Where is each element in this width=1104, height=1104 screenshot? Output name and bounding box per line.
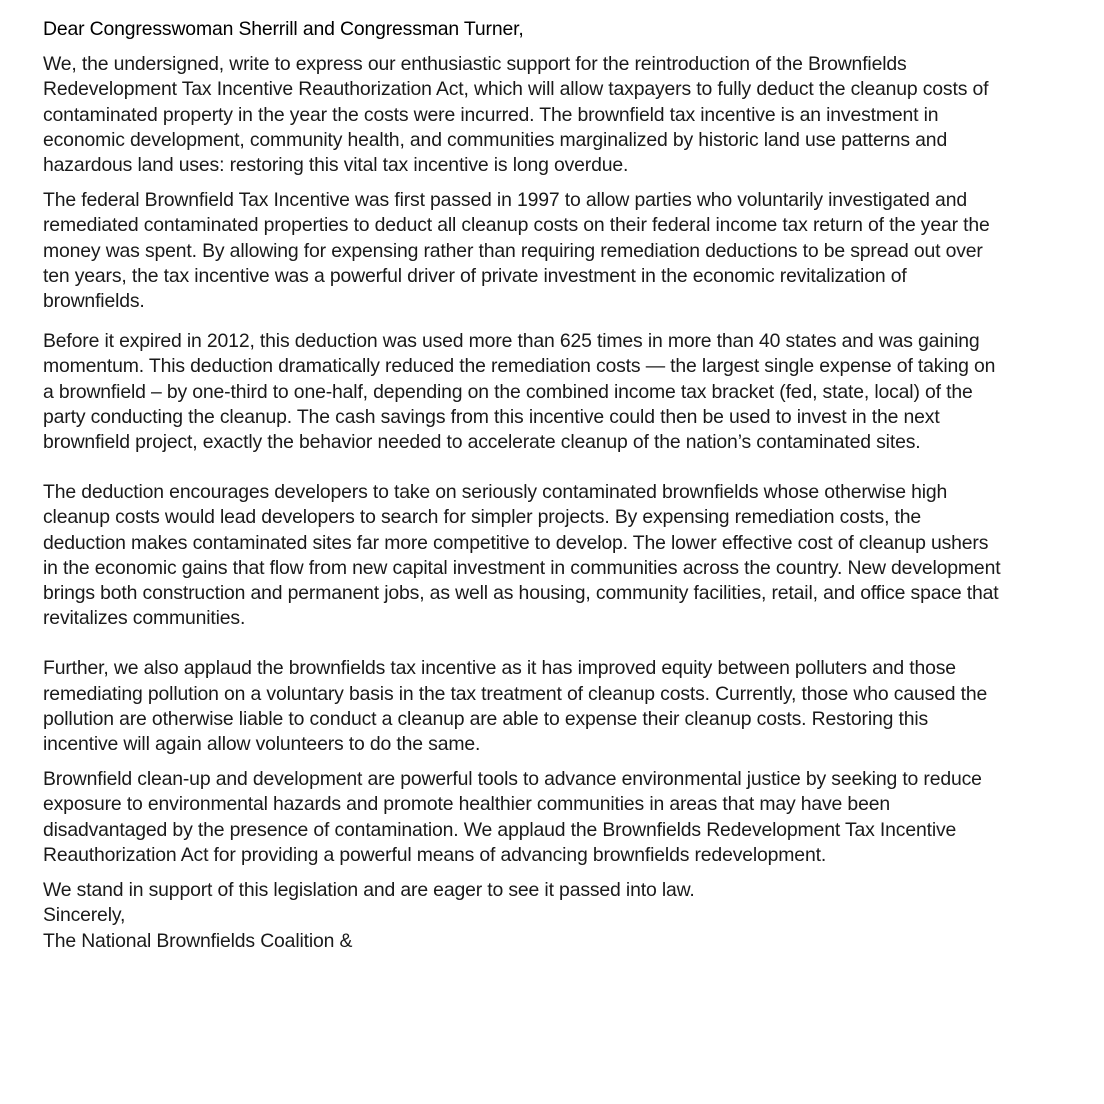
paragraph-environmental-justice: Brownfield clean-up and development are powerful tools to advance environmental justice by seeking to reduce exposure to environmental hazards and promote healthier communities in areas that may have been disadvantaged by the presence of contamination. We applaud the Brownfields Redevelopment Tax Incentive Reauthorization Act for providing a powerful means of advancing brownfields redevelopment. <box>43 768 982 866</box>
closing: Sincerely, <box>43 904 126 927</box>
letter-body <box>43 17 1003 954</box>
paragraph-history: The federal Brownfield Tax Incentive was first passed in 1997 to allow parties who voluntarily investigated and remediated contaminated properties to deduct all cleanup costs on their federal income tax return of the year the money was spent. By allowing for expensing rather than requiring remediation deductions to be spread out over ten years, the tax incentive was a powerful driver of private investment in the economic revitalization of brownfields. <box>43 189 990 313</box>
paragraph-equity: Further, we also applaud the brownfields tax incentive as it has improved equity between polluters and those remediating pollution on a voluntary basis in the tax treatment of cleanup costs. Currently, those who caused the pollution are otherwise liable to conduct a cleanup are able to expense their cleanup costs. Restoring this incentive will again allow volunteers to do the same. <box>43 657 988 756</box>
paragraph-stand-support: We stand in support of this legislation and are eager to see it passed into law. <box>43 879 695 902</box>
paragraph-usage: Before it expired in 2012, this deduction was used more than 625 times in more than 40 states and was gaining momentum. This deduction dramatically reduced the remediation costs — the largest single expense of taking on a brownfield – by one-third to one-half, depending on the combined income tax bracket (fed, state, local) of the party conducting the cleanup. The cash savings from this incentive could then be used to invest in the next brownfield project, exactly the behavior needed to accelerate cleanup of the nation’s contaminated sites. <box>43 330 996 454</box>
signatory: The National Brownfields Coalition & <box>43 929 353 952</box>
salutation: Dear Congresswoman Sherrill and Congressman Turner, <box>43 18 524 40</box>
paragraph-support: We, the undersigned, write to express our enthusiastic support for the reintroduction of the Brownfields Redevelopment Tax Incentive Reauthorization Act, which will allow taxpayers to fully deduct the cleanup costs of contaminated property in the year the costs were incurred. The brownfield tax incentive is an investment in economic development, community health, and communities marginalized by historic land use patterns and hazardous land uses: restoring this vital tax incentive is long overdue. <box>43 53 989 177</box>
paragraph-developers: The deduction encourages developers to take on seriously contaminated brownfields whose otherwise high cleanup costs would lead developers to search for simpler projects. By expensing remediation costs, the deduction makes contaminated sites far more competitive to develop. The lower effective cost of cleanup ushers in the economic gains that flow from new capital investment in communities across the country. New development brings both construction and permanent jobs, as well as housing, community facilities, retail, and office space that revitalizes communities. <box>43 481 1001 630</box>
